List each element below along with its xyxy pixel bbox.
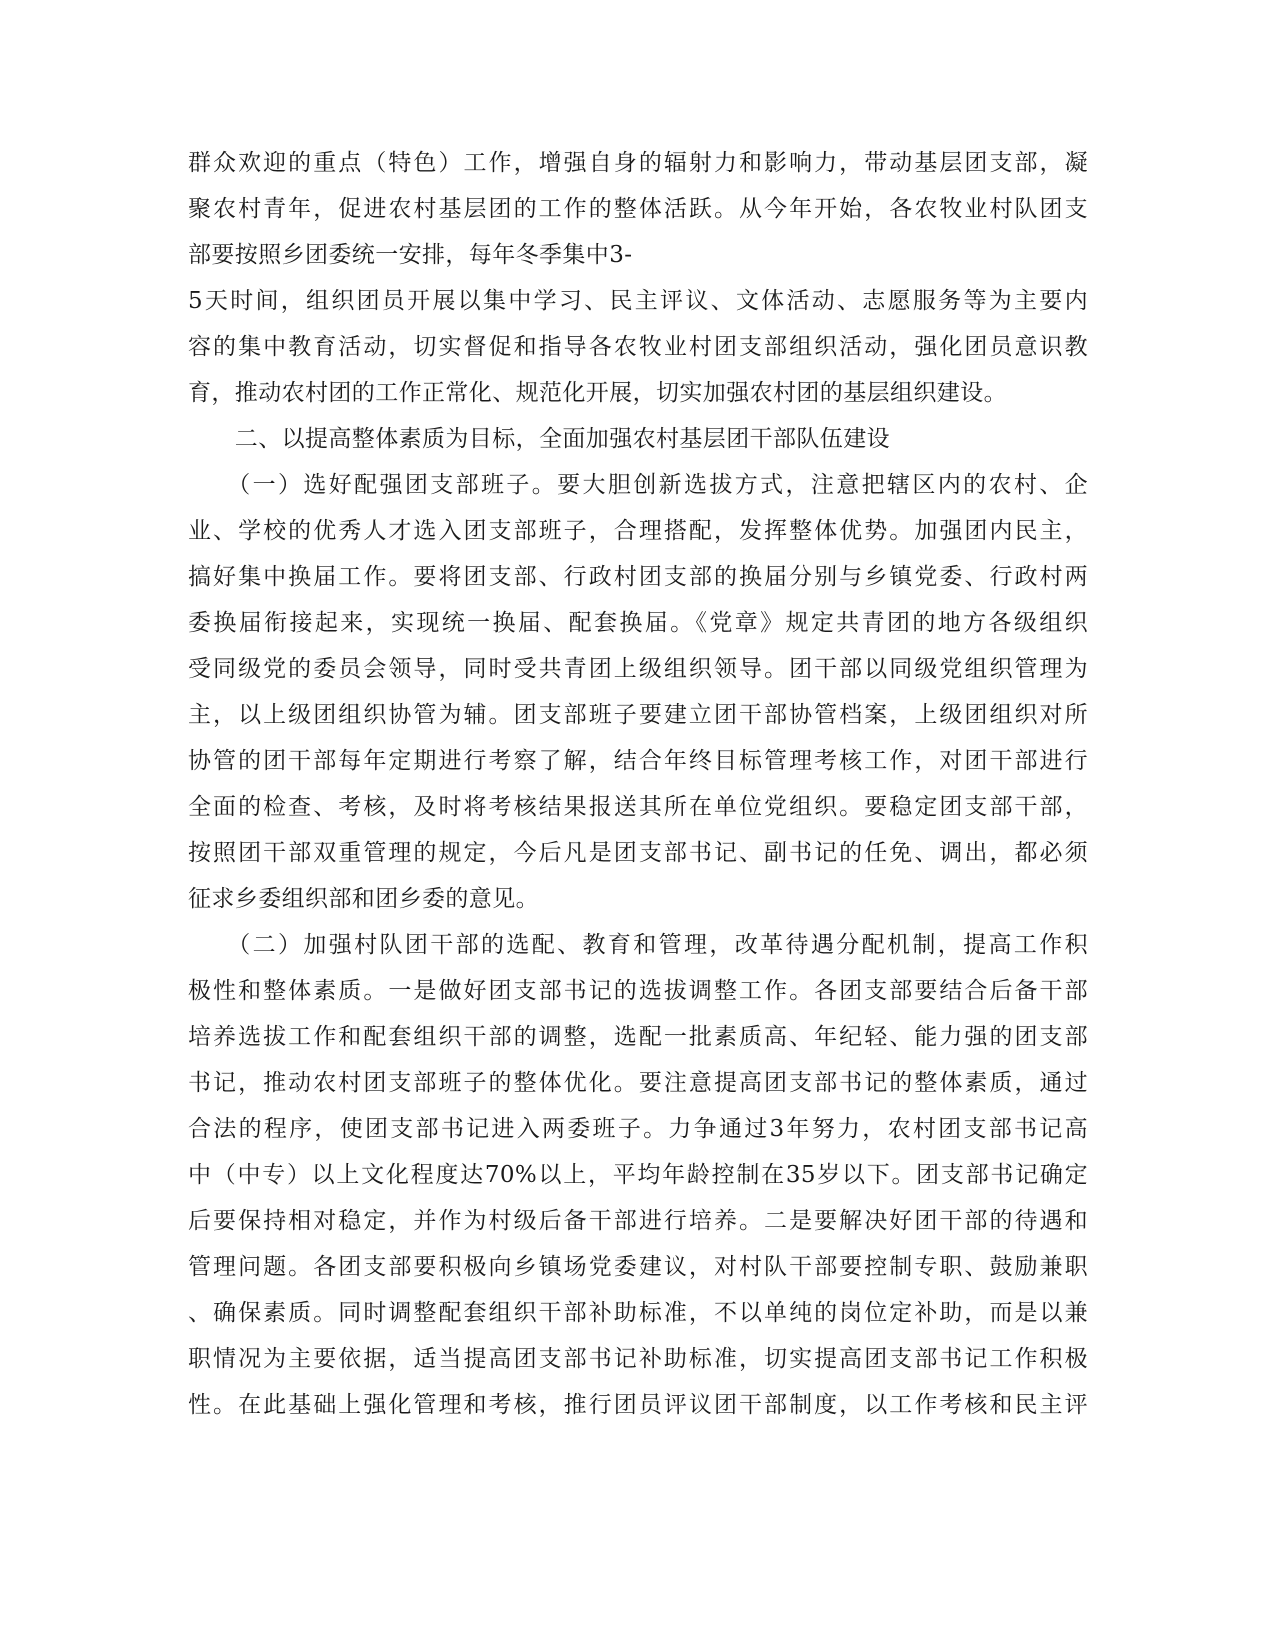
text-line: 群众欢迎的重点（特色）工作，增强自身的辐射力和影响力，带动基层团支部，凝 <box>188 150 1088 176</box>
text-line: 培养选拔工作和配套组织干部的调整，选配一批素质高、年纪轻、能力强的团支部 <box>188 1024 1088 1050</box>
text-line: 主，以上级团组织协管为辅。团支部班子要建立团干部协管档案，上级团组织对所 <box>188 702 1088 728</box>
text-line: 搞好集中换届工作。要将团支部、行政村团支部的换届分别与乡镇党委、行政村两 <box>188 564 1088 590</box>
text-line: 业、学校的优秀人才选入团支部班子，合理搭配，发挥整体优势。加强团内民主， <box>188 518 1088 544</box>
text-line: 协管的团干部每年定期进行考察了解，结合年终目标管理考核工作，对团干部进行 <box>188 748 1088 774</box>
text-line: 5天时间，组织团员开展以集中学习、民主评议、文体活动、志愿服务等为主要内 <box>188 288 1088 314</box>
body-text <box>188 140 1088 1428</box>
text-line: 中（中专）以上文化程度达70%以上，平均年龄控制在35岁以下。团支部书记确定 <box>188 1162 1088 1188</box>
text-line: 容的集中教育活动，切实督促和指导各农牧业村团支部组织活动，强化团员意识教 <box>188 334 1088 360</box>
text-line: 、确保素质。同时调整配套组织干部补助标准，不以单纯的岗位定补助，而是以兼 <box>188 1300 1088 1326</box>
text-line: 极性和整体素质。一是做好团支部书记的选拔调整工作。各团支部要结合后备干部 <box>188 978 1088 1004</box>
text-line: 后要保持相对稳定，并作为村级后备干部进行培养。二是要解决好团干部的待遇和 <box>188 1208 1088 1234</box>
text-line: 职情况为主要依据，适当提高团支部书记补助标准，切实提高团支部书记工作积极 <box>188 1346 1088 1372</box>
text-line: 聚农村青年，促进农村基层团的工作的整体活跃。从今年开始，各农牧业村队团支 <box>188 196 1088 222</box>
text-line: 管理问题。各团支部要积极向乡镇场党委建议，对村队干部要控制专职、鼓励兼职 <box>188 1254 1088 1280</box>
text-line: 书记，推动农村团支部班子的整体优化。要注意提高团支部书记的整体素质，通过 <box>188 1070 1088 1096</box>
text-line: （二）加强村队团干部的选配、教育和管理，改革待遇分配机制，提高工作积 <box>188 932 1088 958</box>
text-line: 受同级党的委员会领导，同时受共青团上级组织领导。团干部以同级党组织管理为 <box>188 656 1088 682</box>
text-line: 按照团干部双重管理的规定，今后凡是团支部书记、副书记的任免、调出，都必须 <box>188 840 1088 866</box>
text-line: 二、以提高整体素质为目标，全面加强农村基层团干部队伍建设 <box>188 426 890 452</box>
text-line: 委换届衔接起来，实现统一换届、配套换届。《党章》规定共青团的地方各级组织 <box>188 610 1088 636</box>
text-line: 合法的程序，使团支部书记进入两委班子。力争通过3年努力，农村团支部书记高 <box>188 1116 1088 1142</box>
text-line: 全面的检查、考核，及时将考核结果报送其所在单位党组织。要稳定团支部干部， <box>188 794 1088 820</box>
text-line: （一）选好配强团支部班子。要大胆创新选拔方式，注意把辖区内的农村、企 <box>188 472 1088 498</box>
text-line: 征求乡委组织部和团乡委的意见。 <box>188 886 539 912</box>
text-line: 部要按照乡团委统一安排，每年冬季集中3- <box>188 242 633 268</box>
text-line: 育，推动农村团的工作正常化、规范化开展，切实加强农村团的基层组织建设。 <box>188 380 1007 406</box>
text-line: 性。在此基础上强化管理和考核，推行团员评议团干部制度，以工作考核和民主评 <box>188 1392 1088 1418</box>
